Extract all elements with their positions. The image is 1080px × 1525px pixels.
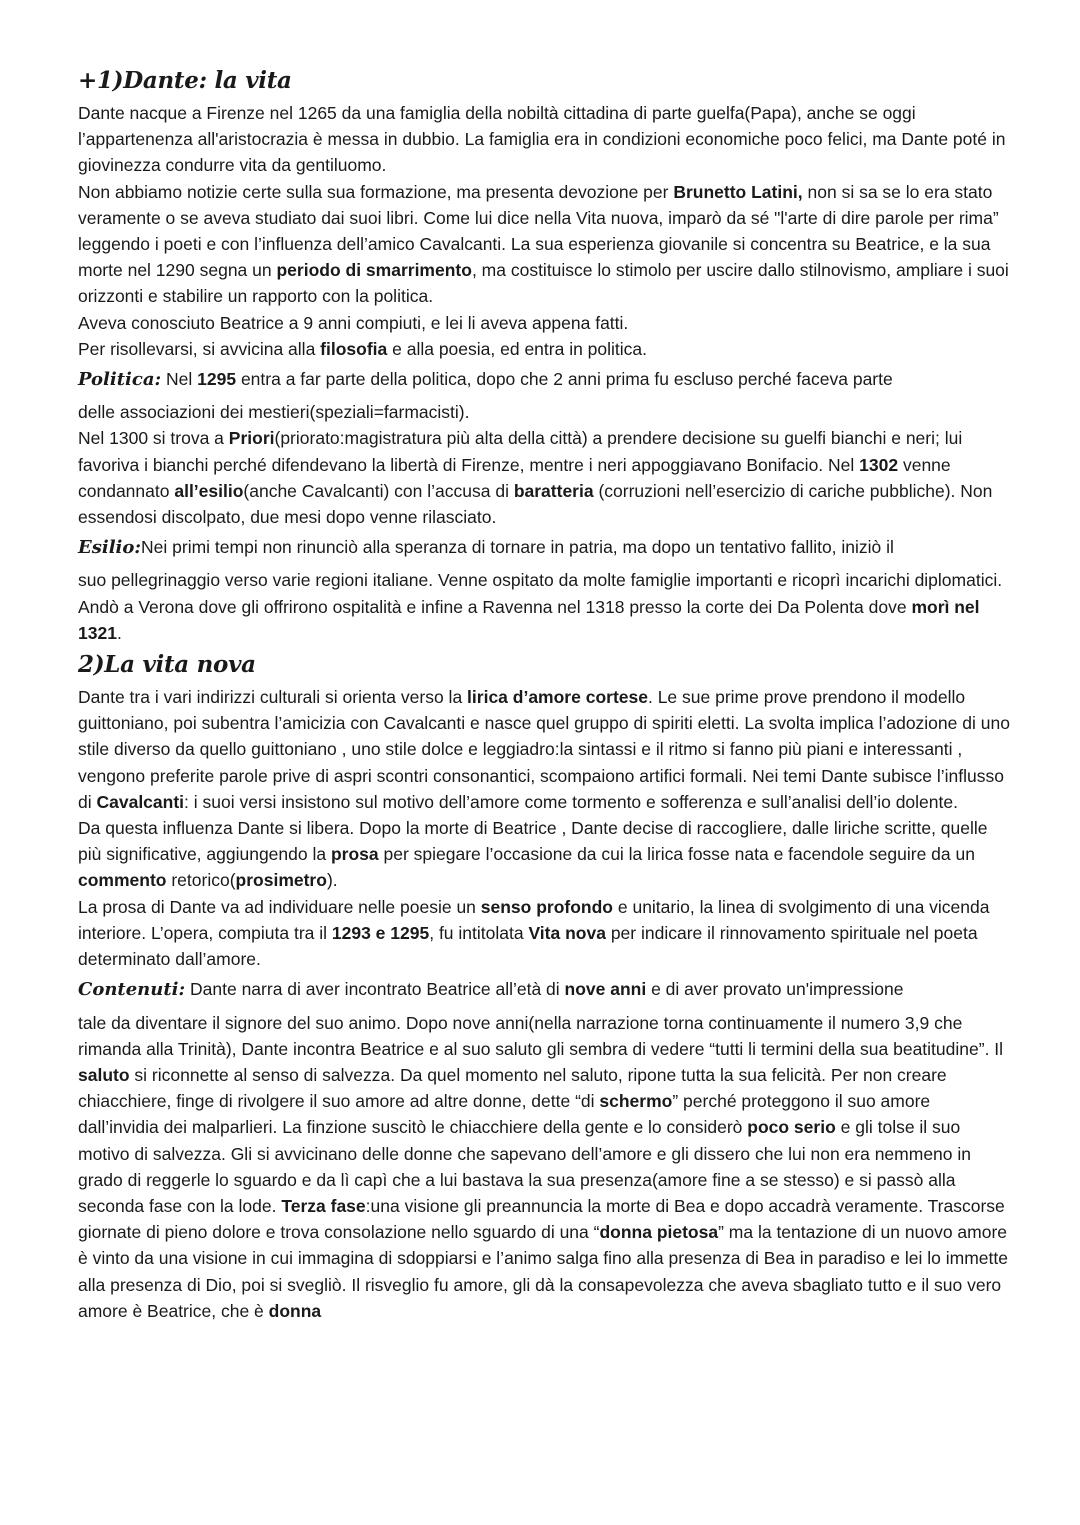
lead-contenuti: Contenuti: — [78, 979, 186, 1001]
paragraph-politica-first-line — [78, 366, 1013, 393]
text-run: Dante tra i vari indirizzi culturali si orienta verso la — [78, 687, 468, 708]
text-run: , fu intitolata — [429, 922, 529, 943]
bold-text: Cavalcanti — [96, 791, 185, 812]
text-run: per indicare il rinnovamento spirituale nel poeta determinato dall’amore. — [78, 922, 978, 970]
bold-text: Priori — [228, 428, 275, 449]
text-run: :una visione gli preannuncia la morte di Bea e dopo accadrà veramente. Trascorse giornate di pieno dolore e trova consolazione nello sguardo di una “ — [78, 1195, 1005, 1243]
bold-text: lirica d’amore cortese — [467, 687, 648, 708]
paragraph-senso-profondo — [78, 894, 1013, 973]
paragraph-politica — [78, 366, 1013, 425]
text-run: ). — [326, 870, 338, 891]
text-run: retorico( — [166, 870, 236, 891]
text-run: entra a far parte della politica, dopo che 2 anni prima fu escluso perché faceva parte — [236, 369, 893, 390]
text-run: delle associazioni dei mestieri(speziali=farmacisti). — [78, 402, 470, 423]
text-run: e alla poesia, ed entra in politica. — [387, 338, 648, 359]
text-run: , ma costituisce lo stimolo per uscire dallo stilnovismo, ampliare i suoi orizzonti e stabilire un rapporto con la politica. — [78, 260, 1009, 307]
contenuti-rest-text — [78, 1013, 1008, 1321]
text-run: Aveva conosciuto Beatrice a 9 anni compiuti, e lei li aveva appena fatti. — [78, 312, 629, 333]
text-run: Dante nacque a Firenze nel 1265 da una famiglia della nobiltà cittadina di parte guelfa(Papa), anche se oggi l’appartenenza all'aristocrazia è messa in dubbio. La famiglia era in condizioni economiche poco felici, ma Dante poté in giovinezza condurre vita da gentiluomo. — [78, 103, 1006, 176]
bold-text: poco serio — [747, 1117, 836, 1138]
document-page — [78, 64, 1013, 1324]
text-run: Non abbiamo notizie certe sulla sua formazione, ma presenta devozione per — [78, 181, 674, 202]
bold-text: senso profondo — [480, 896, 613, 917]
bold-text: all’esilio — [174, 480, 244, 501]
paragraph-esilio — [78, 534, 1013, 646]
politica-first-text — [161, 369, 893, 389]
paragraph-birth — [78, 100, 1013, 179]
bold-text: prosimetro — [235, 870, 327, 891]
bold-text: filosofia — [320, 338, 388, 359]
text-run: : i suoi versi insistono sul motivo dell’amore come tormento e sofferenza e sull’analisi dell’io dolente. — [184, 791, 958, 812]
bold-text: commento — [78, 870, 167, 891]
bold-text: donna — [268, 1300, 322, 1321]
text-run: si riconnette al senso di salvezza. Da quel momento nel saluto, ripone tutta la sua felicità. Per non creare chiacchiere, finge di rivolgere il suo amore ad altre donne, dette “di — [78, 1064, 947, 1112]
paragraph-prosimetro — [78, 815, 1013, 894]
esilio-first-text — [141, 537, 894, 557]
text-run: suo pellegrinaggio verso varie regioni italiane. Venne ospitato da molte famiglie importanti e ricoprì incarichi diplomatici. Andò a Verona dove gli offrirono ospitalità e infine a Ravenna nel 1318 presso la corte dei Da Polenta dove — [78, 570, 1003, 617]
bold-text: 1293 e 1295 — [331, 922, 430, 943]
text-run: Nel 1300 si trova a — [78, 428, 229, 449]
bold-text: donna pietosa — [599, 1222, 719, 1243]
bold-text: 1295 — [197, 369, 237, 390]
text-run: La prosa di Dante va ad individuare nelle poesie un — [78, 896, 481, 917]
bold-text: Terza fase — [281, 1195, 366, 1216]
paragraph-priori — [78, 425, 1013, 530]
bold-text: nove anni — [564, 979, 647, 1000]
text-run: ” ma la tentazione di un nuovo amore è vinto da una visione in cui immagina di sdoppiarsi e l’animo salga fino alla presenza di Bea in paradiso e lei lo immette alla presenza di Dio, poi si svegliò. Il risveglio fu amore, gli dà la consapevolezza che aveva sbagliato tutto e il suo vero amore è Beatrice, che è — [78, 1222, 1008, 1321]
bold-text: Brunetto Latini, — [673, 181, 803, 202]
text-run: venne condannato — [78, 454, 951, 501]
text-run: Nel — [161, 369, 198, 390]
text-run: Da questa influenza Dante si libera. Dopo la morte di Beatrice , Dante decise di raccogliere, dalle liriche scritte, quelle più significative, aggiungendo la — [78, 818, 988, 865]
text-run: . Le sue prime prove prendono il modello guittoniano, poi subentra l’amicizia con Cavalcanti e nasce quel gruppo di spiriti eletti. La svolta implica l’adozione di uno stile diverso da quello guittoniano , uno stile dolce e leggiadro:la sintassi e il ritmo si fanno più piani e interessanti , vengono preferite parole prive di aspri scontri consonantici, scompaiono artifici formali. Nei temi Dante subisce l’influsso di — [78, 687, 1010, 812]
bold-text: baratteria — [513, 480, 594, 501]
text-run: . — [116, 622, 122, 643]
bold-text: Vita nova — [528, 922, 606, 943]
text-run: (corruzioni nell’esercizio di cariche pubbliche). Non essendosi discolpato, due mesi dopo venne rilasciato. — [78, 480, 993, 528]
text-run: Dante narra di aver incontrato Beatrice all’età di — [185, 979, 565, 1000]
text-run: (priorato:magistratura più alta della città) a prendere decisione su guelfi bianchi e neri; lui favoriva i bianchi perché difendevano la libertà di Firenze, mentre i neri appoggiavano Bonifacio. Nel — [78, 428, 963, 475]
bold-text: schermo — [599, 1091, 673, 1112]
text-run: Per risollevarsi, si avvicina alla — [78, 338, 321, 359]
text-run: e gli tolse il suo motivo di salvezza. Gli si avvicinano delle donne che sapevano dell’amore e gli dissero che lui non era nemmeno in grado di reggerle lo sguardo e da lì capì che a lui bastava la sua presenza(amore fine a se stesso) e si passò alla seconda fase con la lode. — [78, 1117, 971, 1216]
bold-text: prosa — [330, 844, 379, 865]
text-run: ” perché proteggono il suo amore dall’invidia dei malparlieri. La finzione suscitò le chiacchiere della gente e lo considerò — [78, 1091, 931, 1138]
paragraph-philosophy — [78, 336, 1013, 362]
paragraph-lirica — [78, 684, 1013, 815]
text-run: e di aver provato un'impressione — [646, 979, 904, 1000]
politica-rest-text — [78, 402, 469, 422]
bold-text: periodo di smarrimento — [276, 260, 472, 281]
text-run: non si sa se lo era stato veramente o se aveva studiato dai suoi libri. Come lui dice nella Vita nuova, imparò da sé "l'arte di dire parole per rima” leggendo i poeti e con l’influenza dell’amico Cavalcanti. La sua esperienza giovanile si concentra su Beatrice, e la sua morte nel 1290 segna un — [78, 181, 999, 281]
paragraph-contenuti — [78, 976, 1013, 1324]
contenuti-first-text — [185, 979, 903, 999]
paragraph-formation — [78, 179, 1013, 310]
bold-text: saluto — [78, 1064, 130, 1085]
lead-esilio: Esilio: — [78, 537, 142, 559]
text-run: Nei primi tempi non rinunciò alla speranza di tornare in patria, ma dopo un tentativo fallito, iniziò il — [141, 537, 894, 558]
bold-text: 1302 — [859, 454, 899, 475]
text-run: per spiegare l’occasione da cui la lirica fosse nata e facendole seguire da un — [378, 844, 975, 865]
text-run: tale da diventare il signore del suo animo. Dopo nove anni(nella narrazione torna continuamente il numero 3,9 che rimanda alla Trinità), Dante incontra Beatrice e al suo saluto gli sembra di vedere “tutti li termini della sua beatitudine”. Il — [78, 1012, 1004, 1059]
section-heading-vita-nova: 2)La vita nova — [78, 651, 256, 679]
bold-text: morì nel 1321 — [78, 596, 980, 643]
paragraph-contenuti-first-line — [78, 976, 1013, 1003]
text-run: e unitario, la linea di svolgimento di una vicenda interiore. L’opera, compiuta tra il — [78, 896, 990, 943]
lead-politica: Politica: — [78, 369, 162, 391]
paragraph-beatrice-age — [78, 310, 1013, 336]
section-heading-vita: +1)Dante: la vita — [78, 67, 292, 94]
paragraph-esilio-first-line — [78, 534, 1013, 561]
text-run: (anche Cavalcanti) con l’accusa di — [243, 480, 514, 501]
esilio-rest-text — [78, 570, 1002, 642]
